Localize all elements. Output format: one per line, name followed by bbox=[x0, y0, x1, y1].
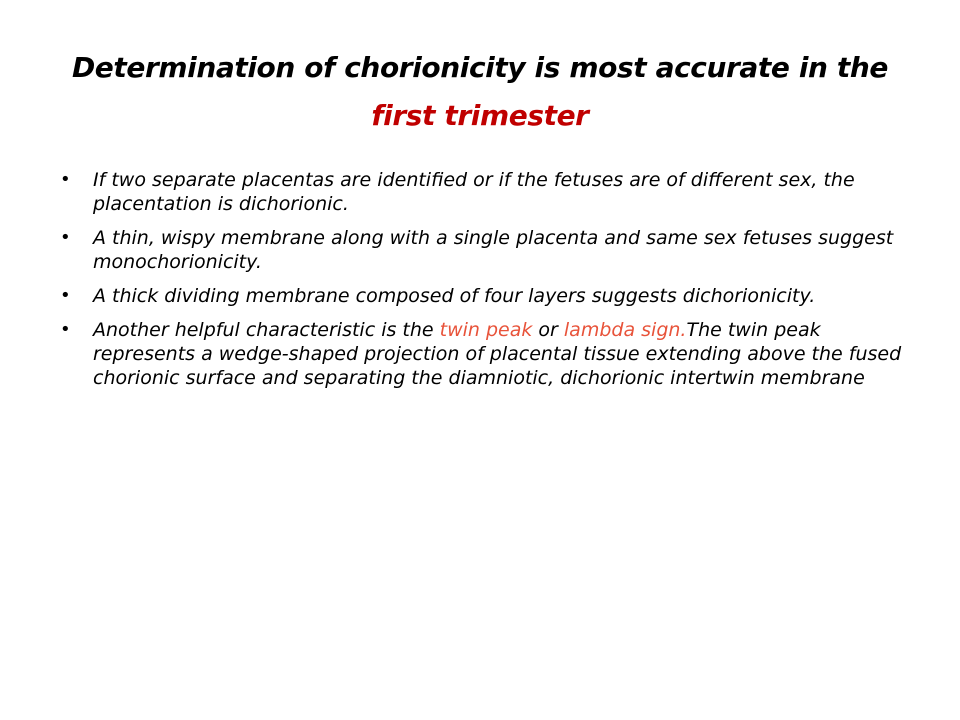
bullet-item bbox=[60, 168, 910, 216]
title-text: Determination of chorionicity is most accurate in the bbox=[71, 51, 889, 84]
title-accent-text: first trimester bbox=[371, 99, 589, 132]
bullet-text-mid: or bbox=[532, 319, 564, 341]
slide-title bbox=[48, 44, 912, 140]
bullet-text: A thin, wispy membrane along with a single placenta and same sex fetuses suggest monochorionicity. bbox=[93, 227, 894, 273]
highlight-lambda-sign: lambda sign. bbox=[563, 319, 687, 341]
bullet-list bbox=[60, 168, 910, 400]
bullet-dot-icon: • bbox=[60, 169, 71, 190]
bullet-item bbox=[60, 318, 910, 390]
bullet-item bbox=[60, 226, 910, 274]
bullet-dot-icon: • bbox=[60, 319, 71, 340]
bullet-text-after: The twin peak represents a wedge-shaped projection of placental tissue extending above the fused chorionic surface and separating the diamniotic, dichorionic intertwin membrane bbox=[93, 319, 902, 389]
bullet-text-before: Another helpful characteristic is the bbox=[93, 319, 440, 341]
bullet-item bbox=[60, 284, 910, 308]
bullet-dot-icon: • bbox=[60, 285, 71, 306]
bullet-dot-icon: • bbox=[60, 227, 71, 248]
bullet-text: If two separate placentas are identified or if the fetuses are of different sex, the placentation is dichorionic. bbox=[93, 169, 855, 215]
highlight-twin-peak: twin peak bbox=[439, 319, 533, 341]
bullet-text: A thick dividing membrane composed of four layers suggests dichorionicity. bbox=[93, 285, 816, 307]
